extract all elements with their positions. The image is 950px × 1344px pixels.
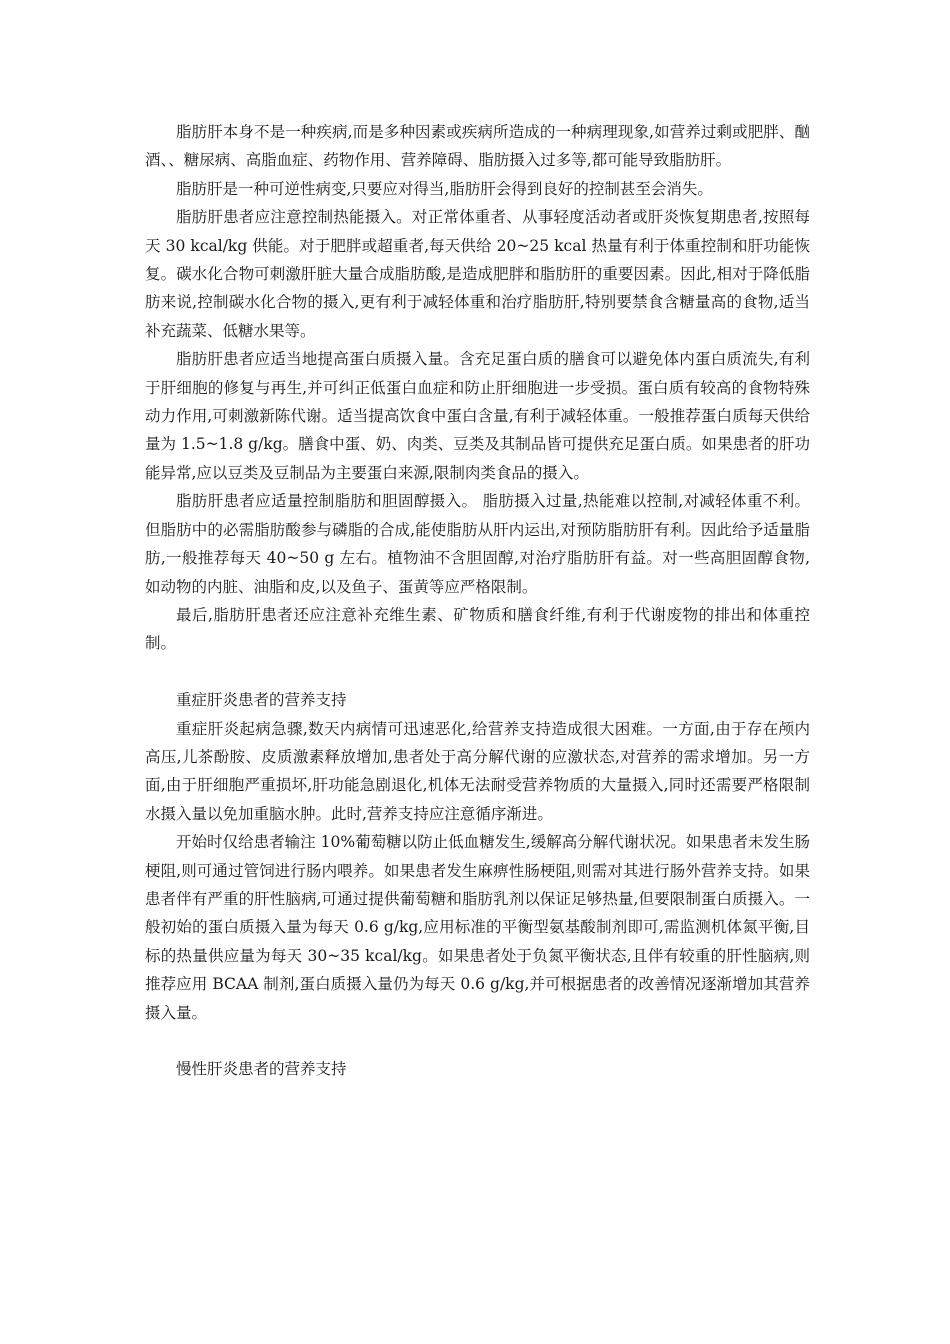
paragraph-protein-intake: 脂肪肝患者应适当地提高蛋白质摄入量。含充足蛋白质的膳食可以避免体内蛋白质流失,有利于肝细胞的修复与再生,并可纠正低蛋白血症和防止肝细胞进一步受损。蛋白质有较高的食物特殊动力作用,可刺激新陈代谢。适当提高饮食中蛋白含量,有利于减轻体重。一般推荐蛋白质每天供给量为 1.5~1.8 g/kg。膳食中蛋、奶、肉类、豆类及其制品皆可提供充足蛋白质。如果患者的肝功能异常,应以豆类及豆制品为主要蛋白来源,限制肉类食品的摄入。 <box>145 350 810 482</box>
section-spacer <box>145 658 810 686</box>
paragraph-fatty-liver-reversible: 脂肪肝是一种可逆性病变,只要应对得当,脂肪肝会得到良好的控制甚至会消失。 <box>176 179 713 198</box>
paragraph-severe-hepatitis-onset: 重症肝炎起病急骤,数天内病情可迅速恶化,给营养支持造成很大困难。一方面,由于存在颅内高压,儿茶酚胺、皮质激素释放增加,患者处于高分解代谢的应激状态,对营养的需求增加。另一方面,由于肝细胞严重损坏,肝功能急剧退化,机体无法耐受营养物质的大量摄入,同时还需要严格限制水摄入量以免加重脑水肿。此时,营养支持应注意循序渐进。 <box>145 719 810 823</box>
document-page <box>145 118 810 1084</box>
section-heading-chronic-hepatitis: 慢性肝炎患者的营养支持 <box>176 1060 347 1079</box>
paragraph-severe-hepatitis-support: 开始时仅给患者输注 10%葡萄糖以防止低血糖发生,缓解高分解代谢状况。如果患者未发生肠梗阻,则可通过管饲进行肠内喂养。如果患者发生麻痹性肠梗阻,则需对其进行肠外营养支持。如果患者伴有严重的肝性脑病,可通过提供葡萄糖和脂肪乳剂以保证足够热量,但要限制蛋白质摄入。一般初始的蛋白质摄入量为每天 0.6 g/kg,应用标准的平衡型氨基酸制剂即可,需监测机体氮平衡,目标的热量供应量为每天 30~35 kcal/kg。如果患者处于负氮平衡状态,且伴有较重的肝性脑病,则推荐应用 BCAA 制剂,蛋白质摄入量仍为每天 0.6 g/kg,并可根据患者的改善情况逐渐增加其营养摄入量。 <box>145 833 810 1022</box>
section-spacer <box>145 1027 810 1055</box>
paragraph-vitamins-minerals: 最后,脂肪肝患者还应注意补充维生素、矿物质和膳食纤维,有利于代谢废物的排出和体重控制。 <box>145 605 810 653</box>
section-heading-severe-hepatitis: 重症肝炎患者的营养支持 <box>176 691 347 710</box>
paragraph-fatty-liver-intro: 脂肪肝本身不是一种疾病,而是多种因素或疾病所造成的一种病理现象,如营养过剩或肥胖、酗酒、、糖尿病、高脂血症、药物作用、营养障碍、脂肪摄入过多等,都可能导致脂肪肝。 <box>145 123 810 170</box>
paragraph-fat-cholesterol: 脂肪肝患者应适量控制脂肪和胆固醇摄入。 脂肪摄入过量,热能难以控制,对减轻体重不利。但脂肪中的必需脂肪酸参与磷脂的合成,能使脂肪从肝内运出,对预防脂肪肝有利。因此给予适量脂肪,一般推荐每天 40~50 g 左右。植物油不含胆固醇,对治疗脂肪肝有益。对一些高胆固醇食物,如动物的内脏、油脂和皮,以及鱼子、蛋黄等应严格限制。 <box>145 492 810 596</box>
paragraph-energy-intake: 脂肪肝患者应注意控制热能摄入。对正常体重者、从事轻度活动者或肝炎恢复期患者,按照每天 30 kcal/kg 供能。对于肥胖或超重者,每天供给 20~25 kcal 热量有利于体重控制和肝功能恢复。碳水化合物可刺激肝脏大量合成脂肪酸,是造成肥胖和脂肪肝的重要因素。因此,相对于降低脂肪来说,控制碳水化合物的摄入,更有利于减轻体重和治疗脂肪肝,特别要禁食含糖量高的食物,适当补充蔬菜、低糖水果等。 <box>145 208 810 340</box>
